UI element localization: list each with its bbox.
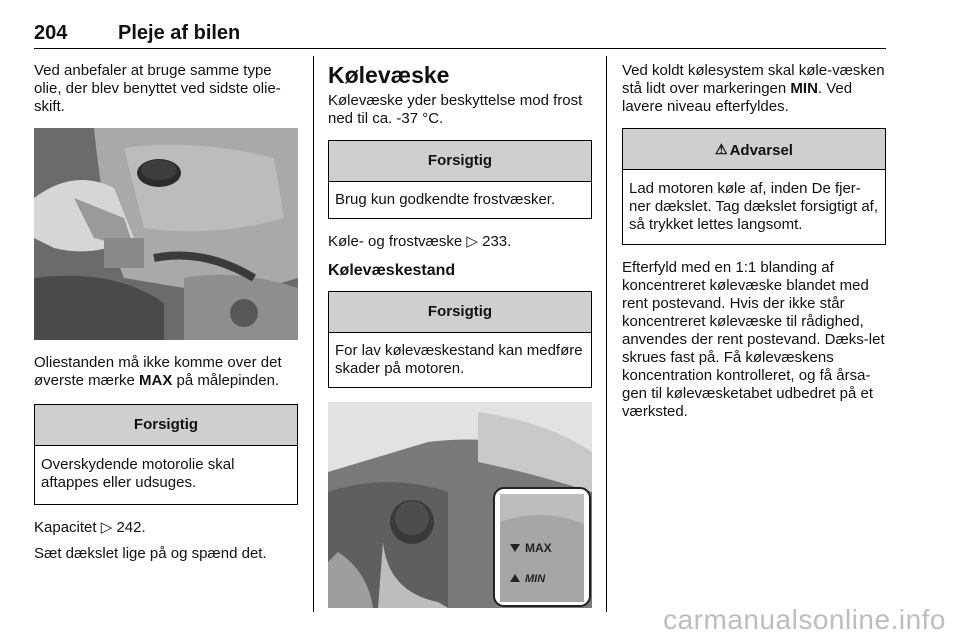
engine-oil-illustration <box>34 128 298 340</box>
coolant-reservoir-illustration <box>328 402 592 608</box>
cap-paragraph: Sæt dækslet lige på og spænd det. <box>34 545 267 562</box>
caution-box-oil <box>34 404 298 505</box>
coolant-reservoir-photo <box>328 402 592 608</box>
coolant-level-text-end: . Ved lavere niveau efterfyldes. <box>622 80 853 115</box>
caution-body: Overskydende motorolie skal aftappes eller udsuges. <box>41 456 235 491</box>
reference-arrow-icon: ▷ <box>100 519 113 536</box>
reference-arrow-icon: ▷ <box>466 233 478 250</box>
engine-oil-photo <box>34 128 298 340</box>
column-divider-1 <box>313 56 314 612</box>
coolant-intro: Kølevæske yder beskyttelse mod frost ned til ca. -37 °C. <box>328 92 583 127</box>
page-header <box>34 22 886 49</box>
max-mark: MAX <box>139 372 173 389</box>
reservoir-max-label: MAX <box>525 541 552 555</box>
column-3 <box>622 62 886 421</box>
oil-level-paragraph <box>34 354 298 390</box>
warning-body: Lad motoren køle af, inden De fjer-ner dækslet. Tag dækslet forsigtigt af, så trykket lettes langsomt. <box>629 180 879 233</box>
coolant-heading: Kølevæske <box>328 62 450 88</box>
watermark-text: carmanualsonline.info <box>663 604 946 635</box>
oil-type-paragraph: Ved anbefaler at bruge samme type olie, der blev benyttet ved sidste olie-skift. <box>34 62 281 115</box>
page-title: Pleje af bilen <box>118 22 241 44</box>
column-divider-2 <box>606 56 607 612</box>
oil-level-text-end: på målepinden. <box>172 372 280 389</box>
coolant-level-heading: Kølevæskestand <box>328 262 456 279</box>
refill-paragraph: Efterfyld med en 1:1 blanding af koncentreret kølevæske blandet med rent postevand. Hvis der ikke står koncentreret kølevæske til rådighed, anvendes der rent postevand. Dæks-let skrues fast på. Få kølevæskens koncentration kontrolleret, og få årsa-gen til kølevæsketabet udbedret på et værksted. <box>622 259 885 420</box>
coolant-reference-paragraph <box>328 233 592 251</box>
coolant-level-text: Ved koldt kølesystem skal køle-væsken stå lidt over markeringen <box>622 62 885 97</box>
coolant-reference-text: Køle- og frostvæske <box>328 233 467 250</box>
caution-body: For lav kølevæskestand kan medføre skader på motoren. <box>335 342 583 377</box>
caution-body: Brug kun godkendte frostvæsker. <box>335 191 556 208</box>
oil-level-text: Oliestanden må ikke komme over det øverste mærke <box>34 354 282 389</box>
min-mark: MIN <box>790 80 818 97</box>
capacity-page-ref[interactable]: 242 <box>116 519 142 536</box>
coolant-page-ref[interactable]: 233 <box>482 233 508 250</box>
caution-heading: Forsigtig <box>329 141 591 182</box>
reservoir-min-label: MIN <box>525 573 546 585</box>
caution-heading: Forsigtig <box>329 292 591 333</box>
capacity-paragraph <box>34 519 298 537</box>
column-2 <box>328 62 592 608</box>
warning-box <box>622 128 886 245</box>
warning-heading-row <box>623 129 885 170</box>
warning-triangle-icon: ⚠ <box>715 141 728 157</box>
capacity-text: Kapacitet <box>34 519 101 536</box>
column-1 <box>34 62 298 563</box>
page-number: 204 <box>34 22 68 44</box>
caution-box-coolant-level <box>328 291 592 388</box>
coolant-reference-end: . <box>507 233 512 250</box>
capacity-text-end: . <box>141 519 146 536</box>
coolant-level-paragraph <box>622 62 886 118</box>
caution-box-coolant <box>328 140 592 219</box>
caution-heading: Forsigtig <box>35 405 297 446</box>
warning-heading: Advarsel <box>729 142 793 159</box>
